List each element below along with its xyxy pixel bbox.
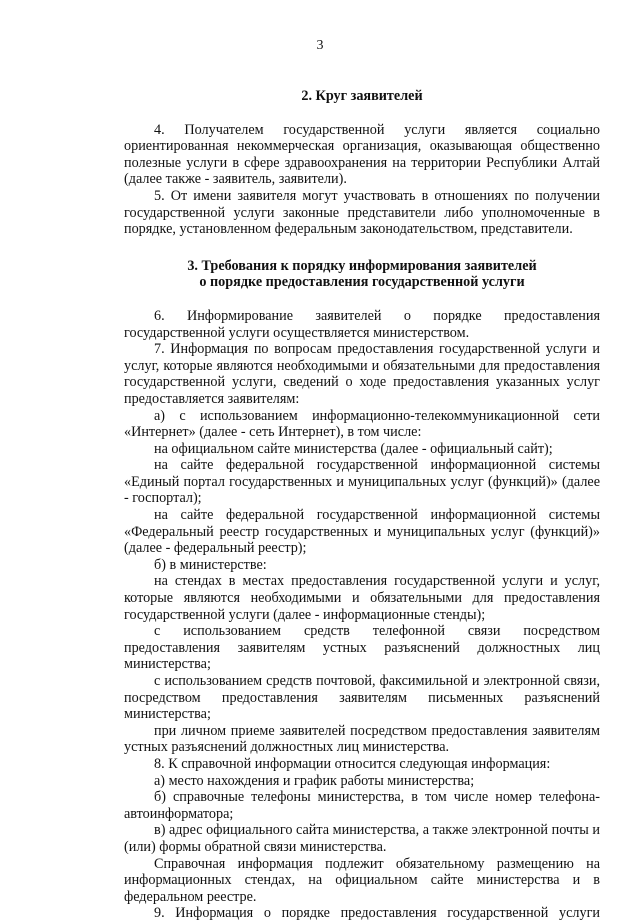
paragraph-8: 8. К справочной информации относится следующая информация: xyxy=(154,755,551,772)
paragraph-7b-phone: с использованием средств телефонной связи посредством предоставления заявителям устных разъяснений должностных лиц министерства; xyxy=(124,623,600,673)
paragraph-7a-federal-registry: на сайте федеральной государственной информационной системы «Федеральный реестр государственных и муниципальных услуг (функций)» (далее - федеральный реестр); xyxy=(124,507,600,557)
section-3-title-line-2: о порядке предоставления государственной услуги xyxy=(199,274,525,291)
paragraph-8a: а) место нахождения и график работы министерства; xyxy=(154,772,475,789)
paragraph-8b: б) справочные телефоны министерства, в том числе номер телефона-автоинформатора; xyxy=(124,789,600,822)
paragraph-7: 7. Информация по вопросам предоставления государственной услуги и услуг, которые являются необходимыми и обязательными для предоставления государственной услуги, сведений о ходе предоставления указанных услуг предоставляется заявителям: xyxy=(124,341,600,407)
paragraph-7b: б) в министерстве: xyxy=(154,556,267,573)
paragraph-6: 6. Информирование заявителей о порядке предоставления государственной услуги осуществляется министерством. xyxy=(124,307,600,341)
page-number: 3 xyxy=(316,38,324,53)
paragraph-7a-official-site: на официальном сайте министерства (далее - официальный сайт); xyxy=(154,440,553,457)
paragraph-7b-personal: при личном приеме заявителей посредством предоставления заявителям устных разъяснений должностных лиц министерства. xyxy=(124,722,600,756)
paragraph-8c: в) адрес официального сайта министерства, а также электронной почты и (или) формы обратной связи министерства. xyxy=(124,822,600,855)
paragraph-7a: а) с использованием информационно-телекоммуникационной сети «Интернет» (далее - сеть Интернет), в том числе: xyxy=(124,407,600,441)
section-3-title xyxy=(124,258,600,291)
paragraph-reference-info: Справочная информация подлежит обязательному размещению на информационных стендах, на официальном сайте министерства и в федеральном реестре. xyxy=(124,855,600,905)
section-3-title-line-1: 3. Требования к порядку информирования заявителей xyxy=(187,257,537,274)
paragraph-4: 4. Получателем государственной услуги является социально ориентированная некоммерческая организация, оказывающая общественно полезные услуги в сфере здравоохранения на территории Республики Алтай (далее также - заявитель, заявители). xyxy=(124,121,600,188)
paragraph-7a-gosportal: на сайте федеральной государственной информационной системы «Единый портал государственных и муниципальных услуг (функций)» (далее - госпортал); xyxy=(124,457,600,507)
paragraph-9-start: 9. Информация о порядке предоставления государственной услуги xyxy=(154,905,600,922)
paragraph-7b-mail: с использованием средств почтовой, факсимильной и электронной связи, посредством предоставления заявителям письменных разъяснений министерства; xyxy=(124,673,600,723)
paragraph-7b-stands: на стендах в местах предоставления государственной услуги и услуг, которые являются необходимыми и обязательными для предоставления государственной услуги (далее - информационные стенды); xyxy=(124,573,600,623)
paragraph-5: 5. От имени заявителя могут участвовать в отношениях по получении государственной услуги законные представители либо уполномоченные в порядке, установленном федеральным законодательством, представители. xyxy=(124,187,600,238)
section-2-title: 2. Круг заявителей xyxy=(301,88,423,104)
document-body xyxy=(124,82,600,922)
